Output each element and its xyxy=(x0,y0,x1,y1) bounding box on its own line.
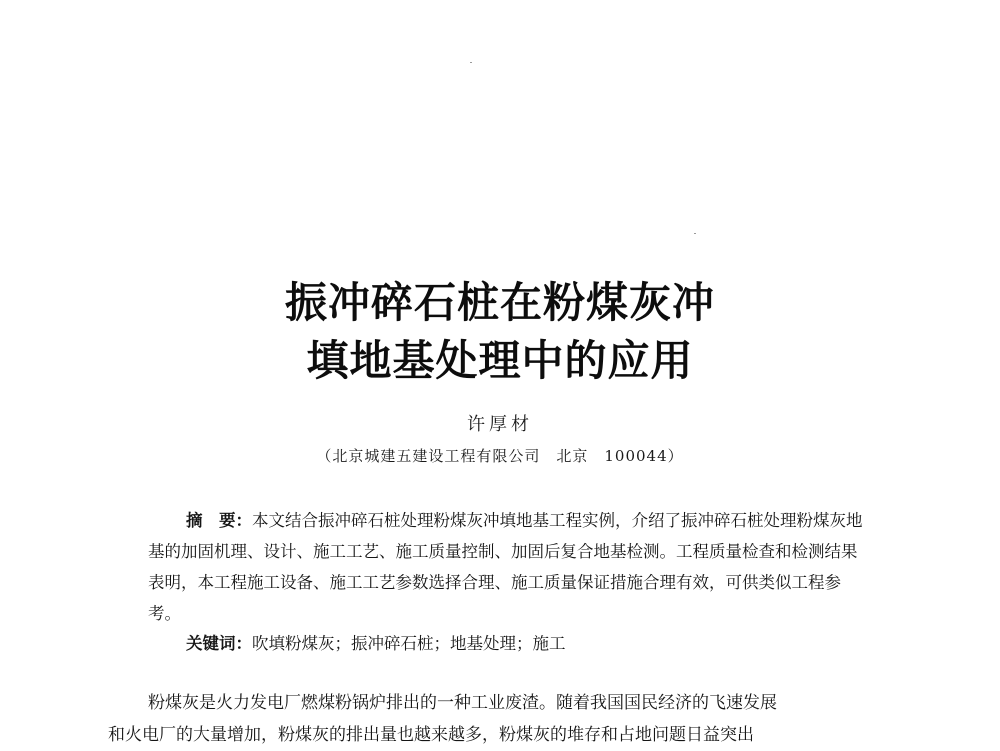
abstract-block xyxy=(148,505,868,629)
scan-speck xyxy=(694,233,696,234)
body-paragraph xyxy=(108,687,888,751)
keywords-label: 关键词： xyxy=(186,634,252,653)
paper-title-line-2: 填地基处理中的应用 xyxy=(306,336,694,385)
scan-speck xyxy=(470,62,472,63)
body-line-2: 和火电厂的大量增加，粉煤灰的排出量也越来越多，粉煤灰的堆存和占地问题日益突出 xyxy=(108,725,754,745)
abstract-text: 本文结合振冲碎石桩处理粉煤灰冲填地基工程实例，介绍了振冲碎石桩处理粉煤灰地基的加固机理、设计、施工工艺、施工质量控制、加固后复合地基检测。工程质量检查和检测结果表明，本工程施工设备、施工工艺参数选择合理、施工质量保证措施合理有效，可供类似工程参考。 xyxy=(148,511,863,623)
paper-title-line-1: 振冲碎石桩在粉煤灰冲 xyxy=(284,278,715,327)
author-affiliation: （北京城建五建设工程有限公司 北京 100044） xyxy=(316,447,684,465)
keywords-text: 吹填粉煤灰；振冲碎石桩；地基处理；施工 xyxy=(252,634,566,653)
abstract-label: 摘 要： xyxy=(186,511,252,530)
keywords-block xyxy=(186,630,886,654)
author-name: 许厚材 xyxy=(467,414,533,435)
body-line-1: 粉煤灰是火力发电厂燃煤粉锅炉排出的一种工业废渣。随着我国国民经济的飞速发展 xyxy=(148,693,777,713)
